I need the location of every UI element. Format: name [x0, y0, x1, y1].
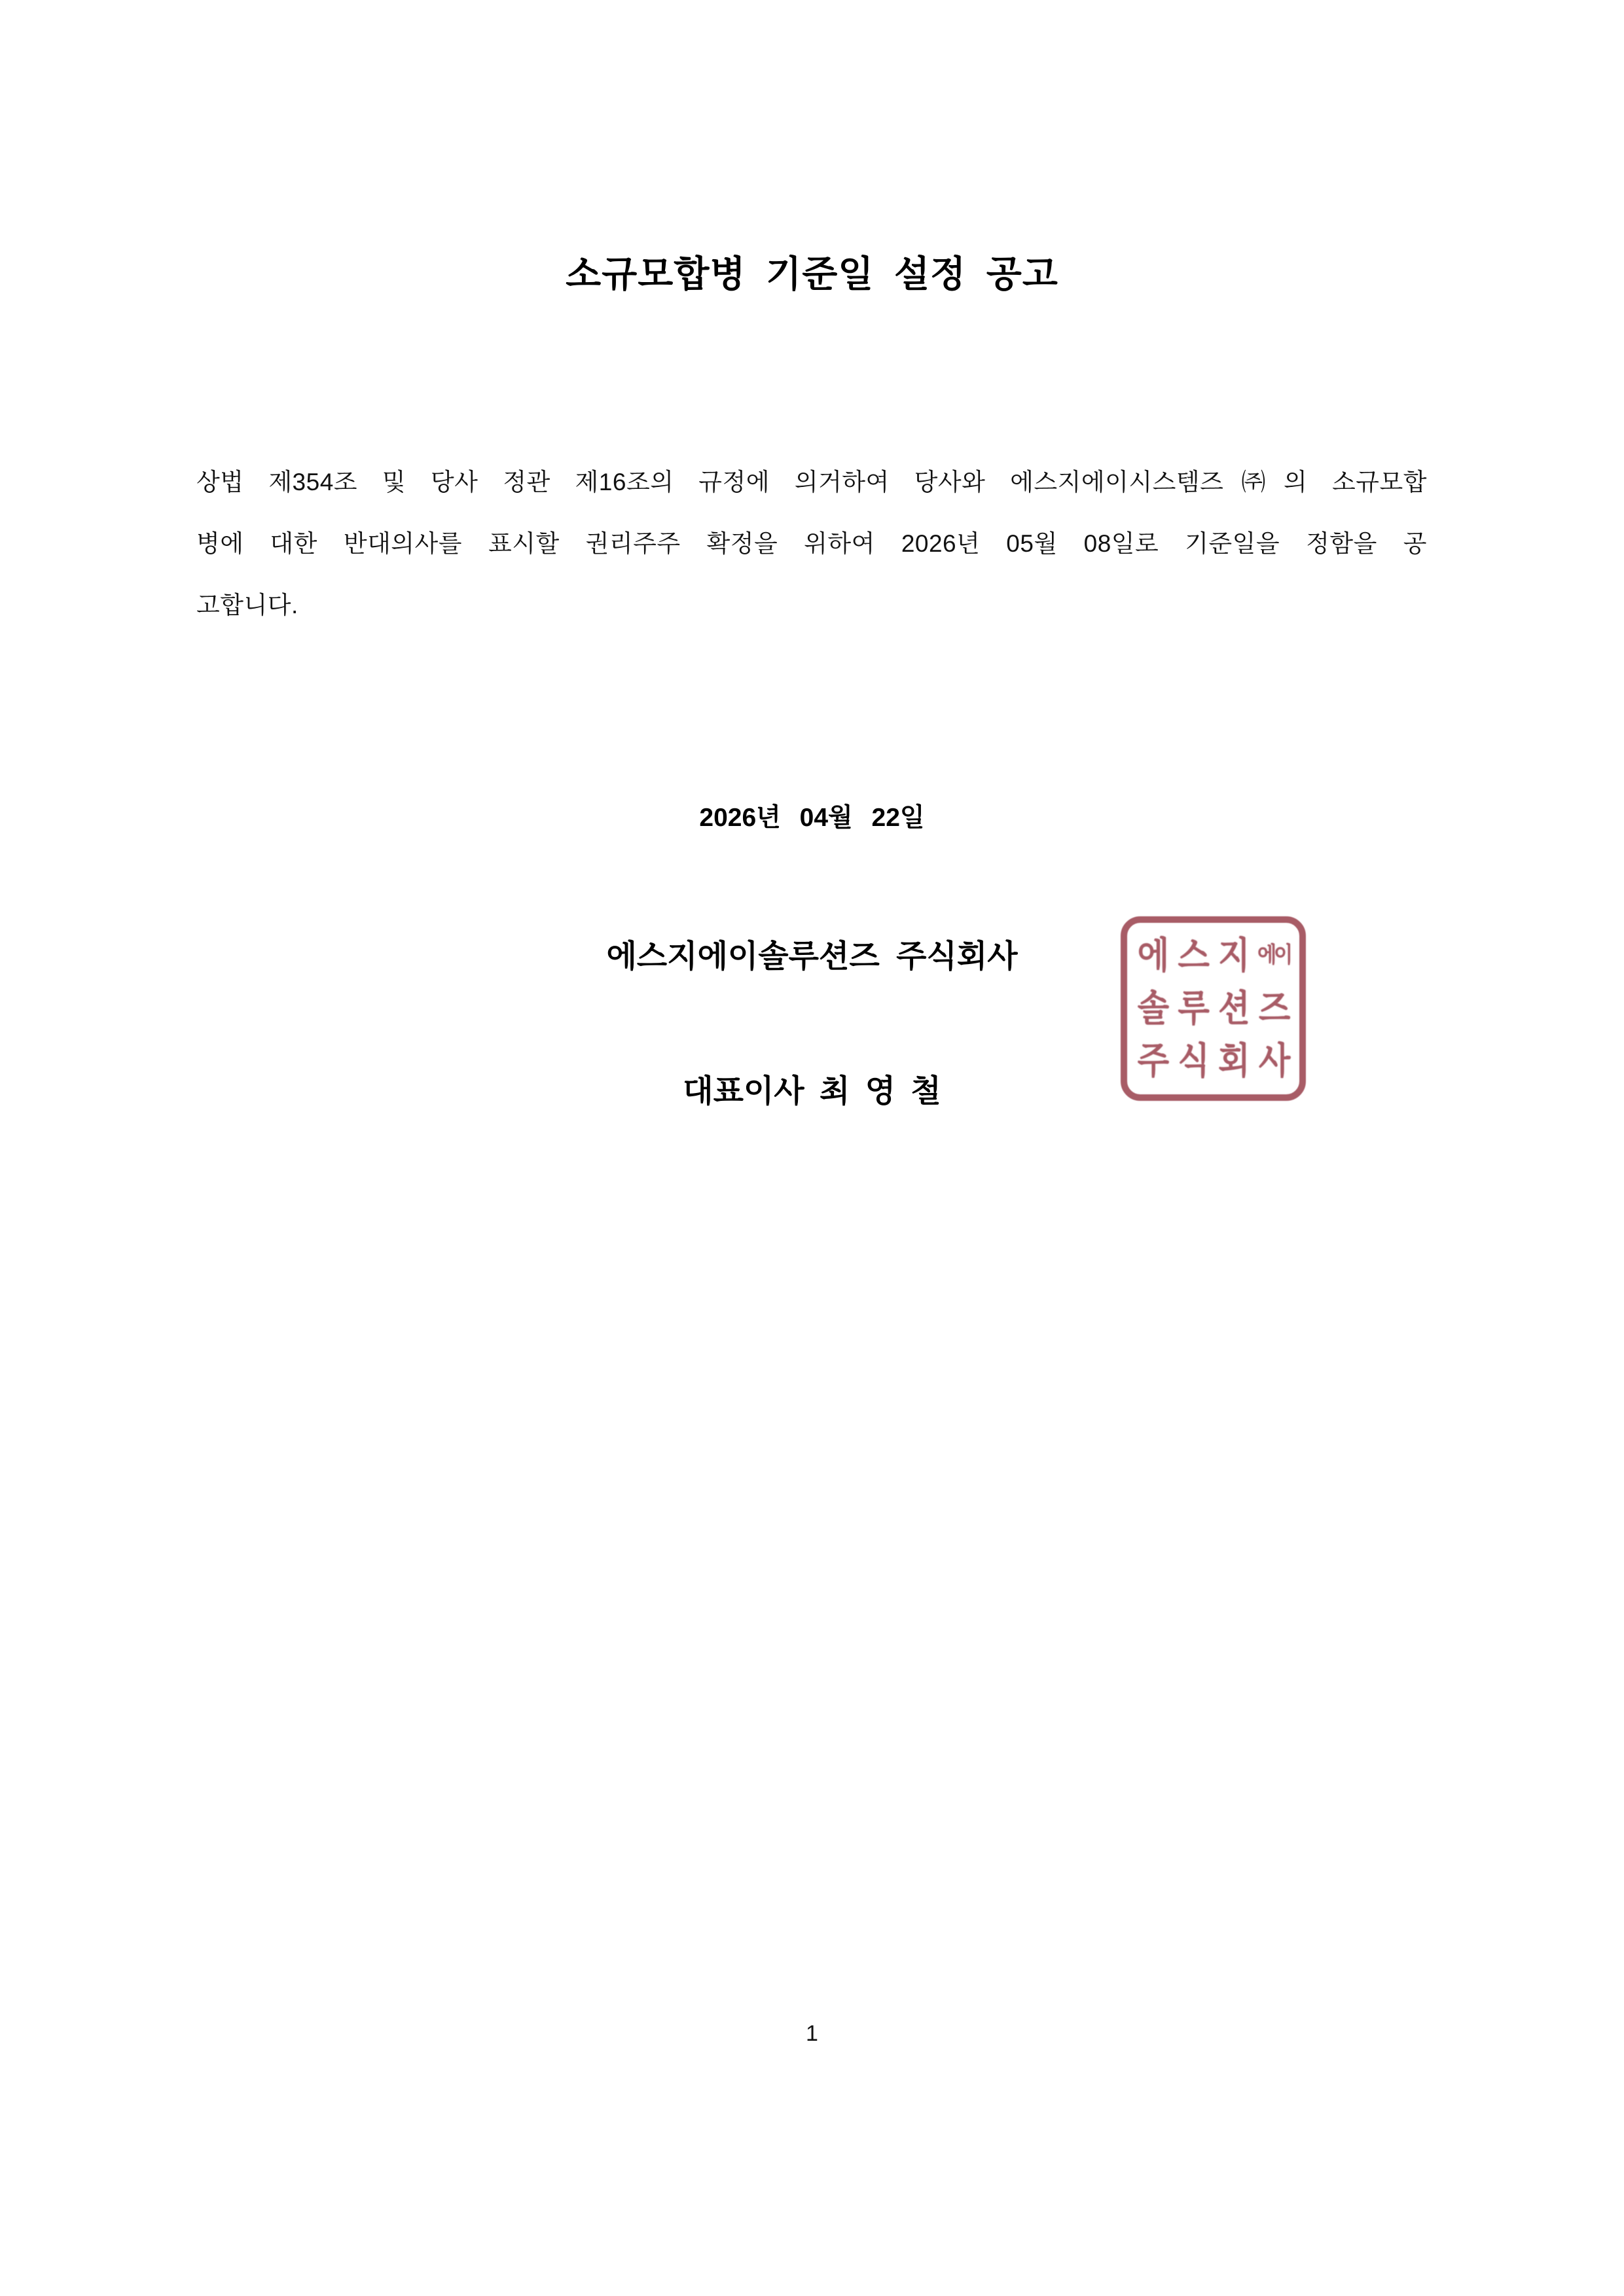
seal-character: 에이: [1257, 943, 1291, 968]
seal-character: 주: [1137, 1041, 1168, 1083]
document-title: 소규모합병 기준일 설정 공고: [566, 253, 1058, 295]
body-paragraph: [196, 452, 1427, 636]
corporate-seal-stamp: [1121, 916, 1306, 1101]
seal-character: 루: [1178, 988, 1208, 1030]
seal-character: 사: [1258, 1041, 1290, 1083]
body-line: 고합니다.: [196, 592, 298, 619]
company-name: 에스지에이솔루션즈 주식회사: [606, 939, 1018, 974]
seal-character: 스: [1178, 935, 1208, 977]
seal-character: 션: [1218, 988, 1249, 1030]
seal-character: 회: [1218, 1041, 1249, 1083]
ceo-signature-line: 대표이사 최 영 철: [683, 1074, 941, 1109]
page-number: 1: [806, 2021, 818, 2046]
seal-character: 솔: [1137, 988, 1168, 1030]
seal-character: 지: [1218, 935, 1249, 977]
date-line: 2026년 04월 22일: [699, 804, 925, 832]
seal-character: 에: [1137, 935, 1168, 977]
body-line: 병에 대한 반대의사를 표시할 권리주주 확정을 위하여 2026년 05월 08일로 기준일을 정함을 공: [196, 530, 1427, 557]
seal-character: 즈: [1258, 988, 1290, 1030]
body-line: 상법 제354조 및 당사 정관 제16조의 규정에 의거하여 당사와 에스지에이시스템즈㈜의 소규모합: [196, 469, 1427, 495]
seal-character: 식: [1178, 1041, 1208, 1083]
